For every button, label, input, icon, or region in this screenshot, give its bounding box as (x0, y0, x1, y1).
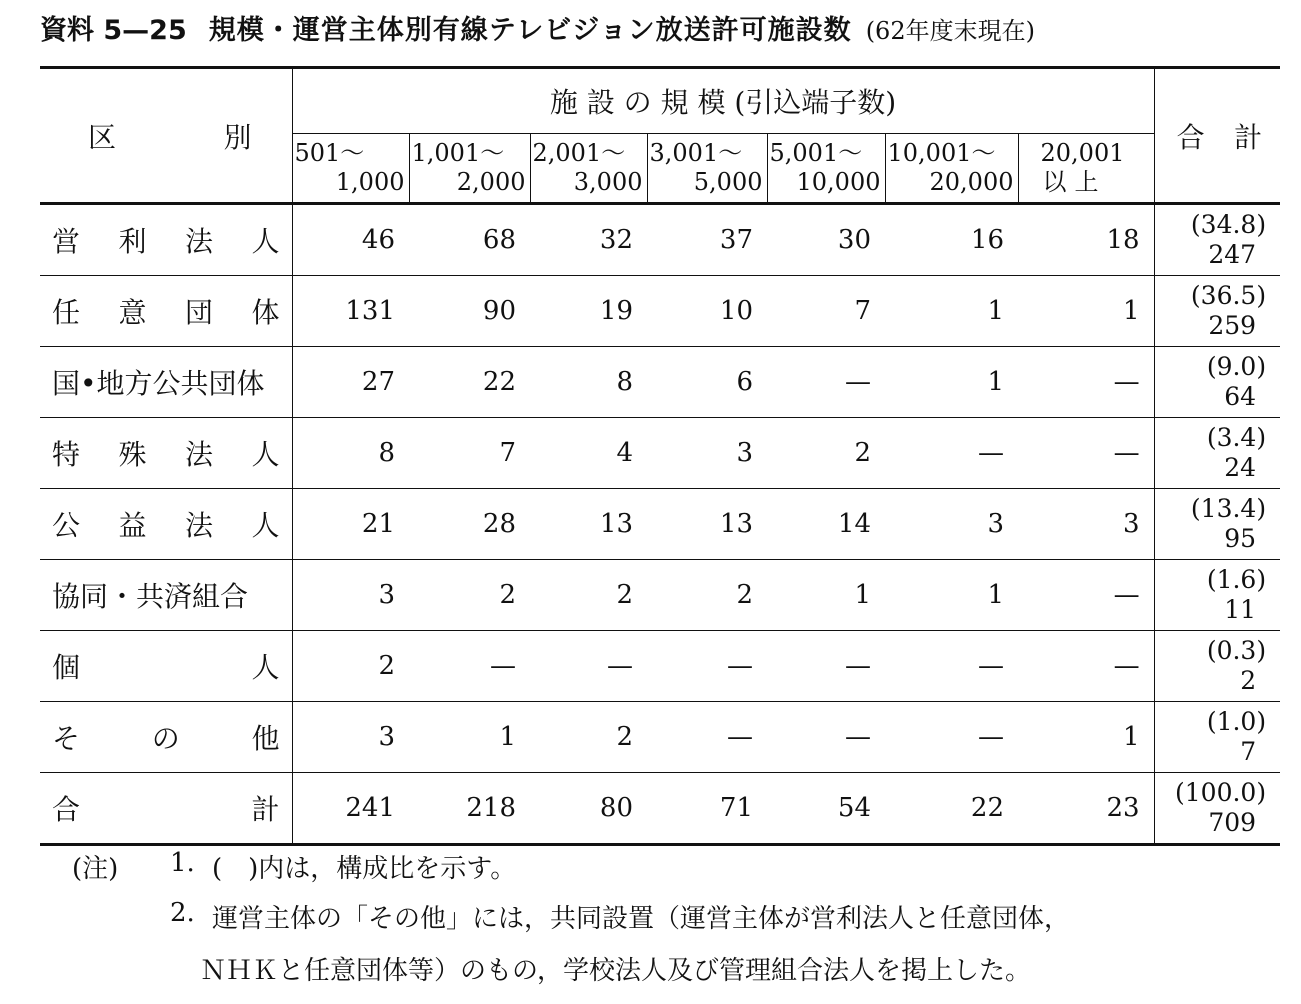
table-cell: — (607, 651, 633, 681)
table-cell: 3 (378, 722, 395, 752)
table-cell: 2 (378, 651, 395, 681)
table-cell: 37 (719, 225, 753, 255)
row-label-part: 計 (251, 793, 280, 826)
table-cell: — (978, 651, 1004, 681)
table-cell: — (490, 651, 516, 681)
row-label-part: 公 (52, 509, 81, 542)
table-cell: 1 (854, 580, 871, 610)
table-cell: 28 (482, 509, 516, 539)
table-cell: 23 (1106, 793, 1140, 823)
table-cell: 2 (616, 580, 633, 610)
table-cell: 8 (616, 367, 633, 397)
scale-range-to: 20,000 (929, 168, 1014, 196)
table-cell: 90 (482, 296, 516, 326)
row-label-part: 体 (251, 296, 280, 329)
row-label (40, 631, 292, 702)
category-header: 区 別 (40, 68, 292, 204)
row-total-cell (1154, 347, 1280, 418)
table-cell: — (727, 722, 753, 752)
row-label-part: 人 (251, 509, 280, 542)
table-cell: 1 (987, 296, 1004, 326)
row-label-part: 意 (118, 296, 147, 329)
row-total-cell (1154, 418, 1280, 489)
row-total: 11 (1224, 595, 1257, 624)
scale-range-to: 以上 (1042, 168, 1107, 196)
table-cell: 2 (499, 580, 516, 610)
row-label-part: 合 (52, 793, 81, 826)
table-cell: 16 (970, 225, 1004, 255)
table-cell: 14 (837, 509, 871, 539)
facility-scale-header: 施 設 の 規 模 (引込端子数) (292, 68, 1154, 134)
table-row (40, 631, 1280, 702)
table-cell: 241 (345, 793, 395, 823)
table-cell: 21 (361, 509, 395, 539)
table-cell: — (1113, 651, 1140, 681)
scale-range-from: 501〜 (294, 139, 365, 167)
notes-prefix: (注) (72, 854, 119, 884)
total-header: 合 計 (1154, 68, 1280, 204)
facility-count-table (40, 66, 1280, 846)
row-total: 709 (1208, 808, 1257, 837)
table-cell: 2 (616, 722, 633, 752)
table-cell: 7 (854, 296, 871, 326)
scale-range-from: 1,001〜 (411, 139, 505, 167)
table-cell: 13 (599, 509, 633, 539)
scale-column-header (1018, 134, 1154, 204)
scale-column-header (647, 134, 767, 204)
row-total: 24 (1224, 453, 1257, 482)
scale-column-header (885, 134, 1018, 204)
composition-ratio: (1.6) (1206, 565, 1267, 594)
row-label (40, 204, 292, 276)
row-label (40, 276, 292, 347)
scale-column-header (530, 134, 647, 204)
row-label (40, 418, 292, 489)
table-cell: 8 (378, 438, 395, 468)
row-total: 95 (1224, 524, 1257, 553)
composition-ratio: (1.0) (1206, 707, 1267, 736)
row-label-part: 法 (184, 509, 213, 542)
row-total-cell (1154, 560, 1280, 631)
table-cell: — (727, 651, 753, 681)
row-label-part: 殊 (118, 438, 147, 471)
row-label-part: 人 (251, 225, 280, 258)
table-cell: 218 (466, 793, 516, 823)
row-total-cell (1154, 204, 1280, 276)
composition-ratio: (3.4) (1206, 423, 1267, 452)
scale-range-to: 3,000 (573, 168, 643, 196)
note-2-number: 2. (170, 898, 195, 928)
row-label-part: 営 (52, 225, 81, 258)
table-cell: 131 (345, 296, 395, 326)
scale-range-from: 5,001〜 (769, 139, 863, 167)
row-label-part: 特 (52, 438, 81, 471)
row-total: 64 (1224, 382, 1257, 411)
table-cell: 1 (987, 580, 1004, 610)
table-cell: 22 (970, 793, 1004, 823)
row-label (40, 347, 292, 418)
row-label-part: の (151, 722, 180, 755)
scale-range-from: 3,001〜 (649, 139, 743, 167)
row-total: 7 (1240, 737, 1257, 766)
row-total-cell (1154, 773, 1280, 845)
table-cell: 27 (361, 367, 395, 397)
row-label-part: 団 (184, 296, 213, 329)
table-cell: — (845, 722, 871, 752)
row-label-part: 他 (251, 722, 280, 755)
table-cell: 3 (987, 509, 1004, 539)
table-row (40, 276, 1280, 347)
table-row (40, 702, 1280, 773)
row-label-part: 法 (184, 225, 213, 258)
scale-column-header (767, 134, 885, 204)
table-cell: 30 (837, 225, 871, 255)
composition-ratio: (36.5) (1190, 281, 1267, 310)
table-cell: 54 (837, 793, 871, 823)
table-cell: — (978, 722, 1004, 752)
table-cell: — (978, 438, 1004, 468)
as-of-date: (62年度末現在) (865, 17, 1035, 45)
row-label (40, 489, 292, 560)
document-label: 資料 5—25 (40, 15, 187, 46)
table-cell: 10 (719, 296, 753, 326)
scale-range-to: 2,000 (456, 168, 526, 196)
table-cell: 13 (719, 509, 753, 539)
scale-range-from: 2,001〜 (532, 139, 626, 167)
table-cell: 1 (499, 722, 516, 752)
table-cell: 2 (736, 580, 753, 610)
table-row (40, 489, 1280, 560)
table-cell: 71 (719, 793, 753, 823)
note-1-text: ( )内は，構成比を示す。 (212, 854, 517, 884)
table-title: 規模・運営主体別有線テレビジョン放送許可施設数 (208, 15, 852, 46)
note-2-text: 運営主体の「その他」には，共同設置（運営主体が営利法人と任意団体， (212, 904, 1071, 934)
table-cell: 1 (1123, 722, 1140, 752)
table-cell: — (845, 651, 871, 681)
table-cell: 3 (736, 438, 753, 468)
table-cell: 80 (599, 793, 633, 823)
row-label (40, 773, 292, 845)
table-row (40, 418, 1280, 489)
scale-range-to: 10,000 (796, 168, 881, 196)
composition-ratio: (34.8) (1190, 210, 1267, 239)
table-cell: 19 (599, 296, 633, 326)
scale-range-from: 10,001〜 (887, 139, 996, 167)
table-cell: — (1113, 580, 1140, 610)
table-row (40, 204, 1280, 276)
row-total-cell (1154, 702, 1280, 773)
row-label-part: 任 (52, 296, 81, 329)
row-total: 259 (1208, 311, 1257, 340)
row-total-cell (1154, 631, 1280, 702)
scale-column-header (409, 134, 530, 204)
table-cell: 6 (736, 367, 753, 397)
composition-ratio: (0.3) (1206, 636, 1267, 665)
table-cell: 2 (854, 438, 871, 468)
table-cell: 46 (361, 225, 395, 255)
row-label-part: 利 (118, 225, 147, 258)
row-label-part: 個 (52, 651, 81, 684)
scale-range-to: 1,000 (335, 168, 405, 196)
row-total-cell (1154, 276, 1280, 347)
row-label-part: そ (52, 722, 81, 755)
table-cell: 32 (599, 225, 633, 255)
table-cell: 4 (616, 438, 633, 468)
row-total-cell (1154, 489, 1280, 560)
row-label-part: 人 (251, 438, 280, 471)
table-row (40, 560, 1280, 631)
table-cell: 1 (987, 367, 1004, 397)
composition-ratio: (13.4) (1190, 494, 1267, 523)
table-cell: 18 (1106, 225, 1140, 255)
row-label-part: 国•地方公共団体 (52, 367, 265, 400)
row-label (40, 560, 292, 631)
note-2-continuation: ＮＨＫと任意団体等）のもの，学校法人及び管理組合法人を掲上した。 (200, 956, 1031, 986)
table-cell: 3 (1123, 509, 1140, 539)
table-cell: — (1113, 367, 1140, 397)
scale-range-to: 5,000 (693, 168, 763, 196)
table-cell: — (1113, 438, 1140, 468)
table-cell: 22 (482, 367, 516, 397)
scale-column-header (292, 134, 409, 204)
table-row (40, 347, 1280, 418)
table-cell: 7 (499, 438, 516, 468)
note-1-number: 1. (170, 848, 195, 878)
composition-ratio: (9.0) (1206, 352, 1267, 381)
row-label-part: 法 (184, 438, 213, 471)
row-total: 2 (1240, 666, 1257, 695)
table-cell: 3 (378, 580, 395, 610)
row-total: 247 (1208, 240, 1257, 269)
composition-ratio: (100.0) (1175, 778, 1267, 807)
row-label-part: 人 (251, 651, 280, 684)
row-label-part: 益 (118, 509, 147, 542)
scale-range-from: 20,001 (1040, 139, 1125, 167)
table-row (40, 773, 1280, 845)
row-label (40, 702, 292, 773)
table-cell: 68 (482, 225, 516, 255)
table-cell: 1 (1123, 296, 1140, 326)
row-label-part: 協同・共済組合 (52, 580, 249, 613)
table-cell: — (845, 367, 871, 397)
page-title (40, 8, 1035, 60)
